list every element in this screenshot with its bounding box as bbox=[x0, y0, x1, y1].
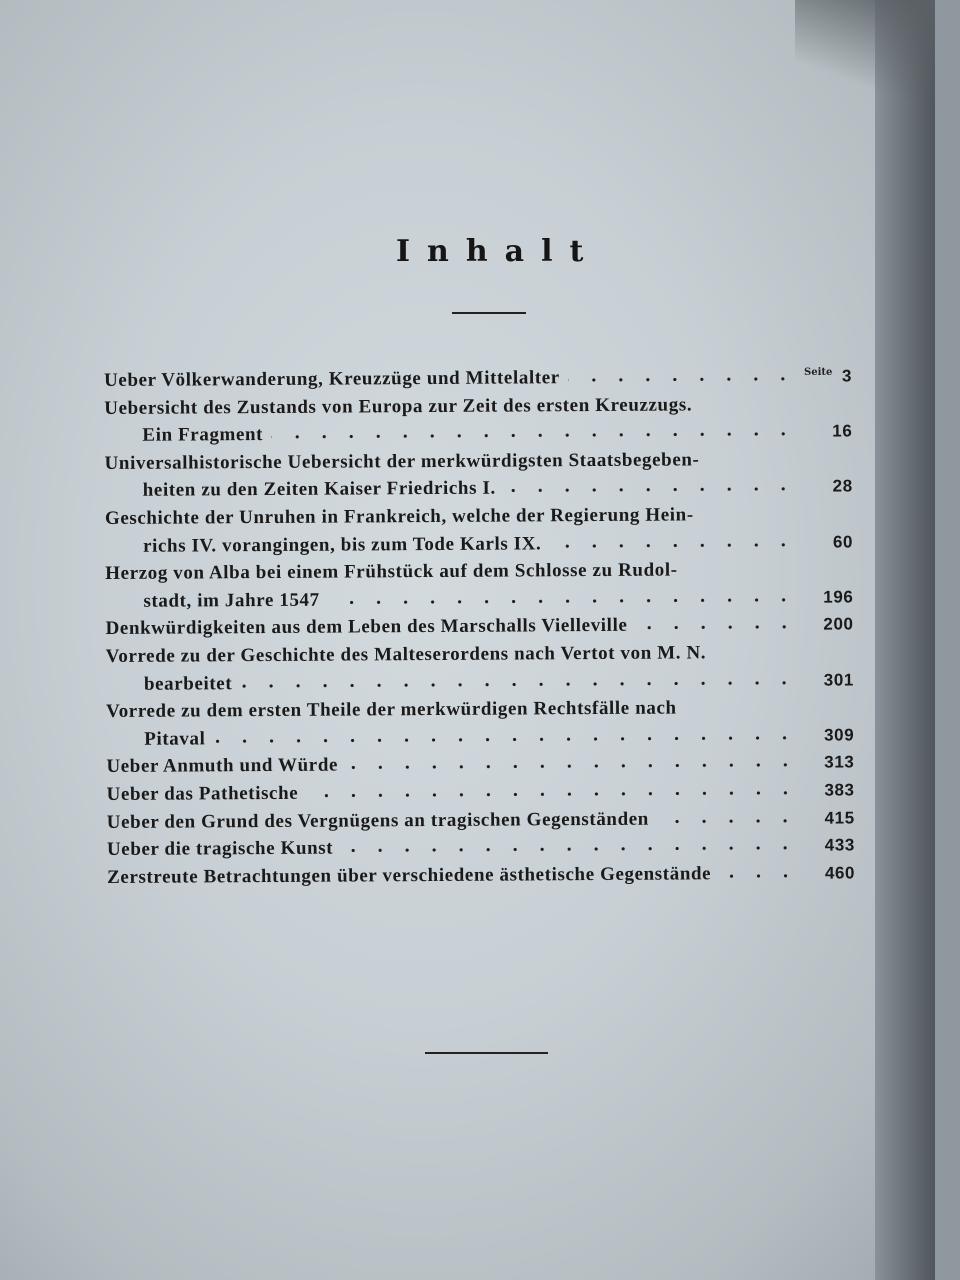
toc-entry-title: Uebersicht des Zustands von Europa zur Zeit des ersten Kreuzzugs. bbox=[104, 394, 693, 419]
dot-leader bbox=[271, 431, 796, 440]
dot-leader bbox=[657, 817, 799, 824]
toc-entry-title: Ueber den Grund des Vergnügens an tragischen Gegenständen bbox=[106, 808, 649, 833]
toc-entry-title: Ein Fragment bbox=[142, 424, 264, 446]
toc-entry-title: bearbeitet bbox=[143, 672, 233, 695]
toc-entry bbox=[105, 559, 853, 619]
toc-entry-title: Ueber das Pathetische bbox=[106, 782, 299, 805]
dot-leader bbox=[213, 734, 798, 744]
toc-page-number: 28 bbox=[832, 476, 853, 496]
dot-leader bbox=[635, 624, 797, 631]
toc-entry bbox=[106, 697, 854, 757]
title-divider bbox=[452, 312, 526, 314]
toc-title: Inhalt bbox=[396, 234, 601, 269]
toc-entry-title: Pitaval bbox=[144, 728, 206, 750]
toc-entry-line bbox=[107, 862, 855, 894]
toc-page-number: 313 bbox=[824, 752, 855, 772]
dot-leader bbox=[346, 762, 798, 771]
toc-page-number: 309 bbox=[824, 725, 855, 745]
dot-leader bbox=[549, 541, 797, 549]
toc-entry bbox=[106, 641, 854, 701]
toc-page-number: 301 bbox=[823, 669, 854, 690]
dot-leader bbox=[719, 872, 799, 878]
toc-entry bbox=[107, 862, 855, 894]
toc-page-number: 3 bbox=[841, 366, 853, 386]
toc-page-number: 16 bbox=[832, 421, 853, 441]
toc-entry-title: richs IV. vorangingen, bis zum Tode Karls IX. bbox=[143, 532, 542, 557]
page-edge-shadow bbox=[875, 0, 935, 1280]
toc-entry-title: Zerstreute Betrachtungen über verschiedene ästhetische Gegenstände bbox=[107, 862, 712, 888]
toc-entry-title: Universalhistorische Uebersicht der merkwürdigsten Staatsbegeben- bbox=[104, 449, 700, 474]
toc-entry-title: Ueber die tragische Kunst bbox=[106, 837, 334, 861]
toc-entry-title: Herzog von Alba bei einem Frühstück auf dem Schlosse zu Rudol- bbox=[105, 559, 678, 585]
dot-leader bbox=[306, 790, 798, 799]
toc-page-number: 200 bbox=[823, 614, 854, 634]
toc-entry-title: Ueber Völkerwanderung, Kreuzzüge und Mittelalter bbox=[104, 367, 560, 391]
toc-page-number: 433 bbox=[824, 835, 855, 855]
toc-entry-title: Denkwürdigkeiten aus dem Leben des Marschalls Vielleville bbox=[105, 615, 628, 640]
toc-entry bbox=[104, 393, 852, 453]
dot-leader bbox=[328, 597, 798, 606]
dot-leader bbox=[341, 845, 799, 854]
table-of-contents bbox=[104, 365, 855, 894]
toc-page-number: 415 bbox=[824, 807, 855, 828]
toc-page-number: 460 bbox=[824, 863, 856, 883]
end-divider bbox=[425, 1052, 548, 1054]
toc-entry-title: heiten zu den Zeiten Kaiser Friedrichs I. bbox=[142, 477, 496, 502]
dot-leader bbox=[240, 679, 798, 688]
toc-entry-title: stadt, im Jahre 1547 bbox=[143, 589, 320, 612]
toc-entry-title: Vorrede zu dem ersten Theile der merkwürdigen Rechtsfälle nach bbox=[106, 697, 677, 723]
background-shadow bbox=[795, 0, 935, 110]
dot-leader bbox=[504, 486, 797, 494]
toc-entry bbox=[105, 448, 853, 508]
toc-page-number: 60 bbox=[832, 531, 854, 552]
toc-entry-title: Vorrede zu der Geschichte des Malteserordens nach Vertot von M. N. bbox=[105, 642, 707, 667]
toc-entry-title: Geschichte der Unruhen in Frankreich, welche der Regierung Hein- bbox=[104, 504, 694, 529]
toc-entry-title: Ueber Anmuth und Würde bbox=[106, 754, 339, 778]
toc-page-number: 196 bbox=[823, 587, 854, 607]
toc-page-number: 383 bbox=[824, 780, 855, 800]
toc-entry bbox=[105, 503, 853, 563]
page-column-label: Seite bbox=[804, 367, 833, 378]
dot-leader bbox=[568, 376, 796, 383]
